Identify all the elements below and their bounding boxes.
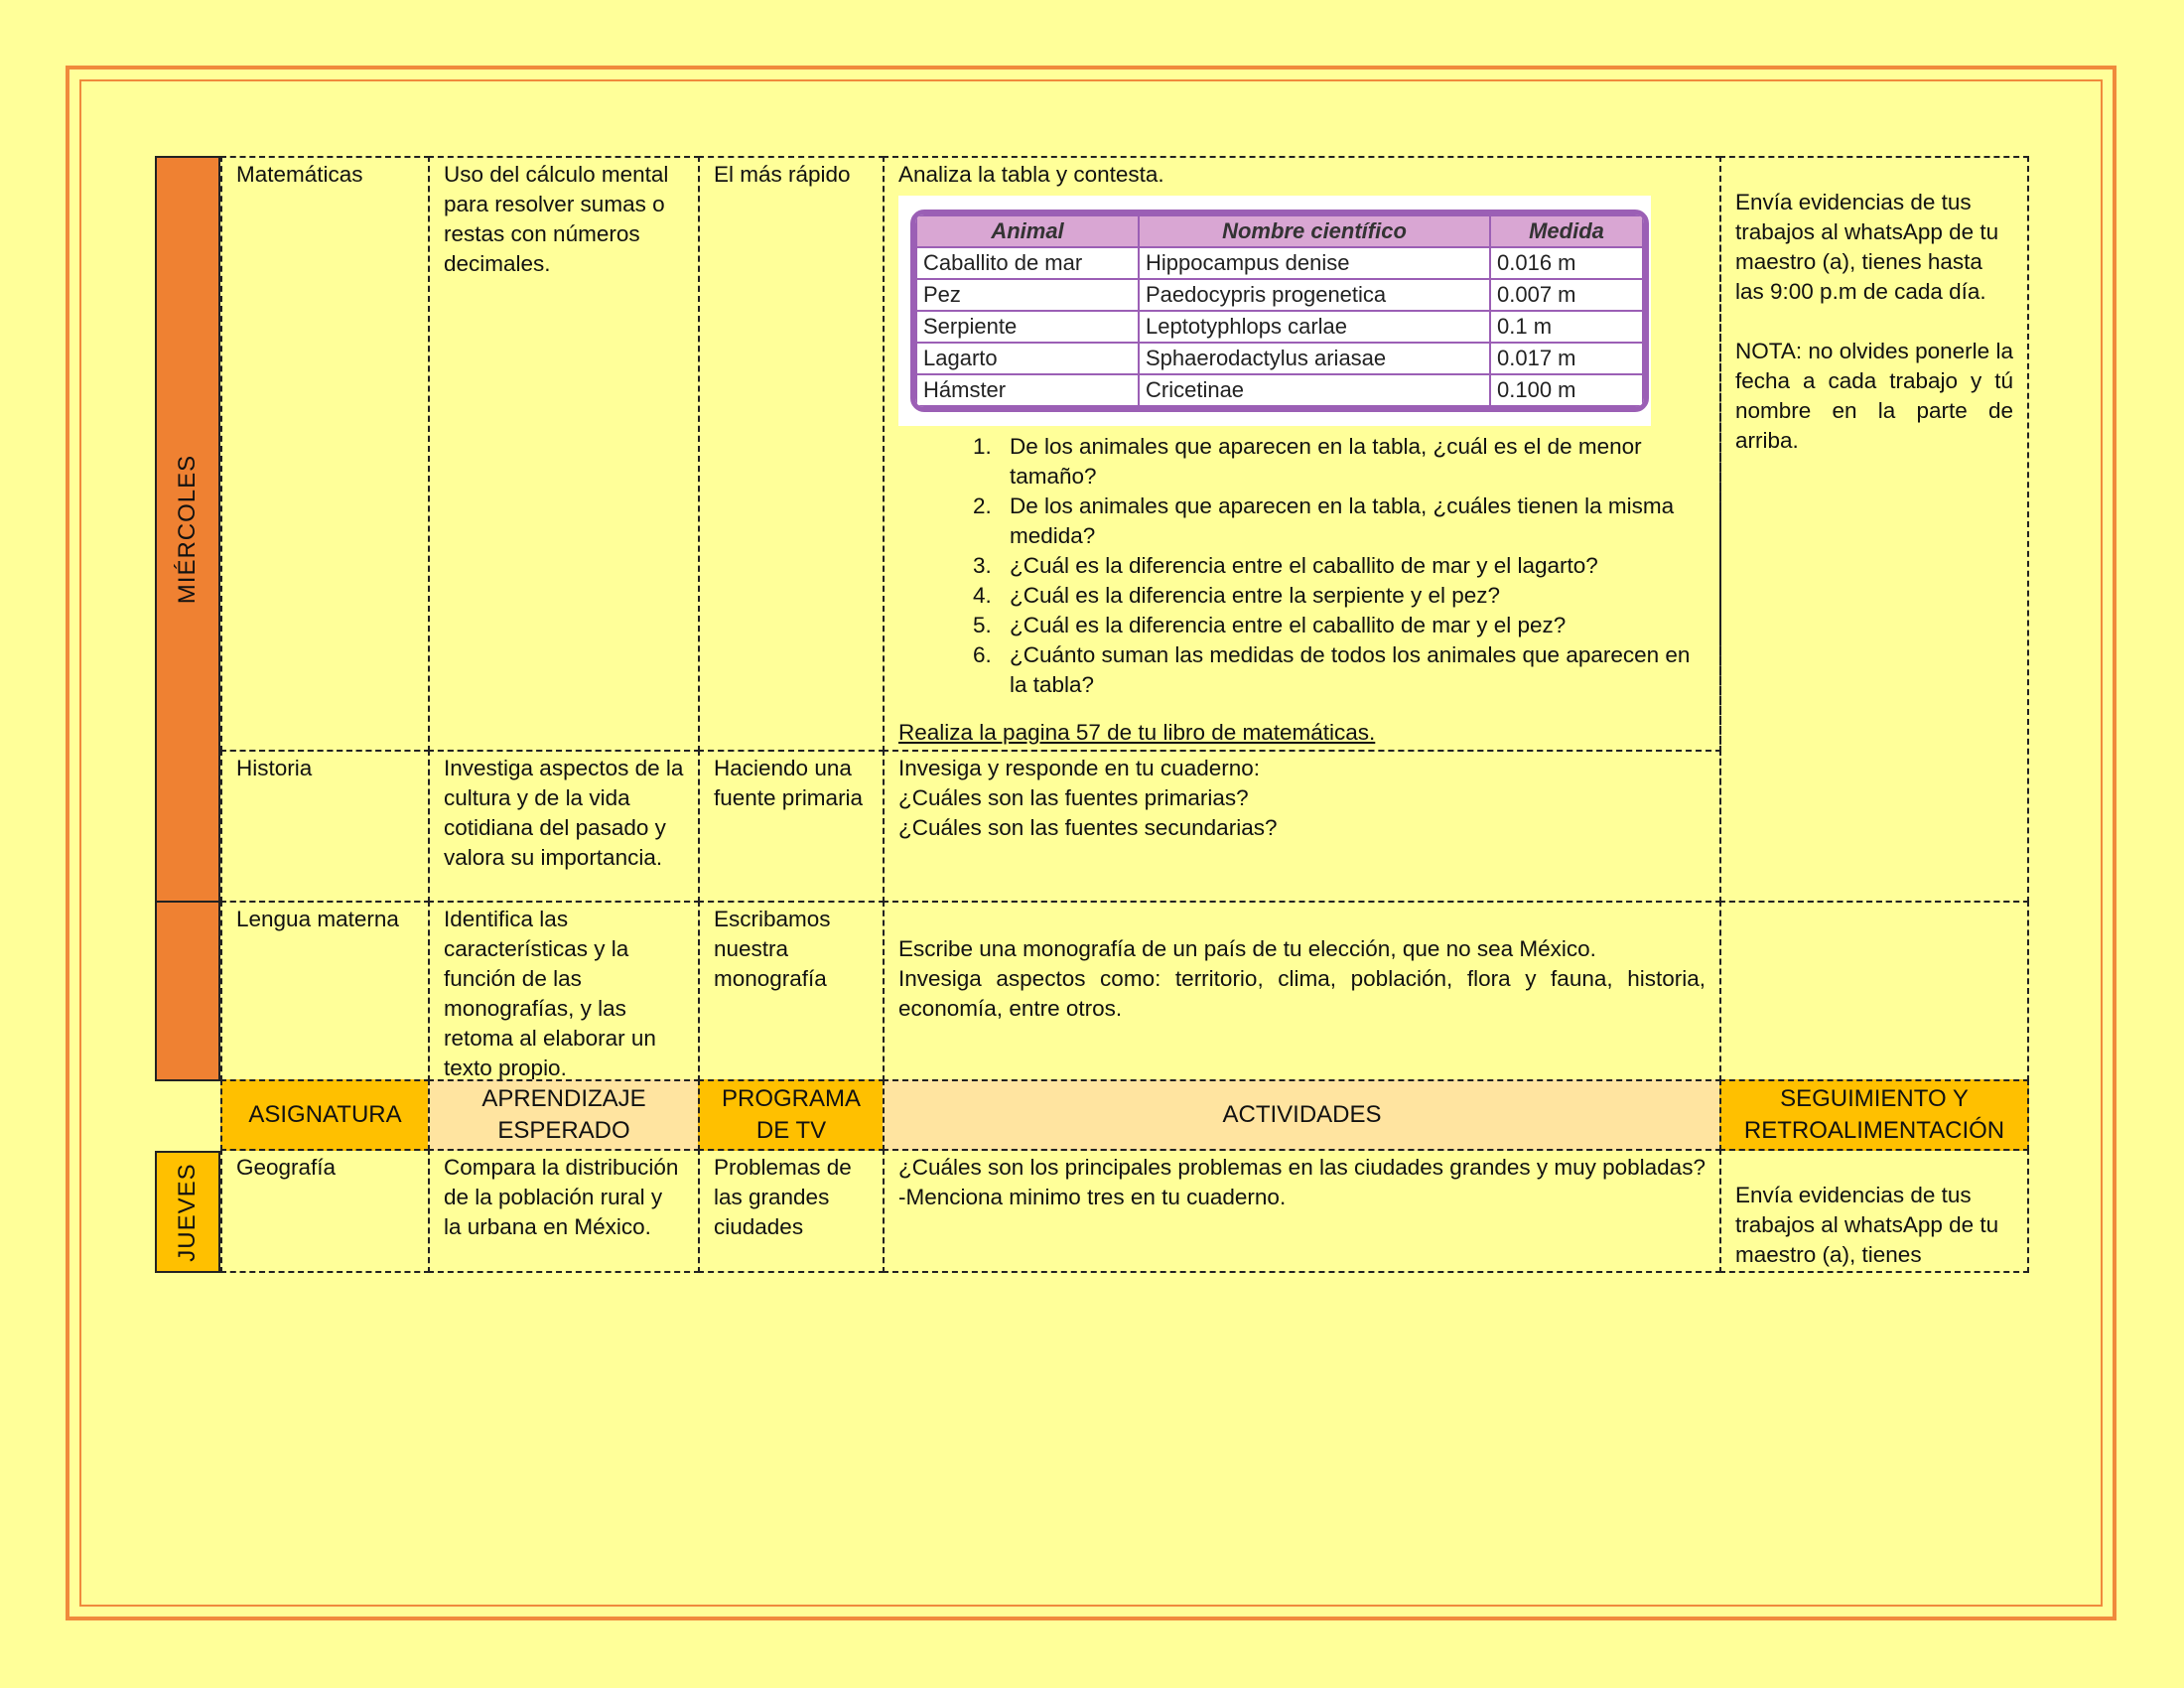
header-asignatura-text: ASIGNATURA xyxy=(248,1101,402,1128)
table-cell: Caballito de mar xyxy=(916,247,1139,279)
followup-note: NOTA: no olvides ponerle la fecha a cada trabajo y tú nombre en la parte de arriba. xyxy=(1735,339,2013,453)
day-cell-wednesday xyxy=(155,156,220,903)
geography-line1: ¿Cuáles son los principales problemas en las ciudades grandes y muy pobladas? xyxy=(898,1155,1706,1180)
math-learning xyxy=(428,156,700,752)
table-cell: 0.007 m xyxy=(1490,279,1643,311)
history-subject xyxy=(220,750,430,903)
history-subject-text: Historia xyxy=(236,756,313,780)
math-learning-text: Uso del cálculo mental para resolver sumas o restas con números decimales. xyxy=(444,162,669,276)
language-subject-text: Lengua materna xyxy=(236,907,399,931)
day-label-thursday: JUEVES xyxy=(174,1162,201,1262)
math-subject-text: Matemáticas xyxy=(236,162,363,187)
table-cell: 0.017 m xyxy=(1490,343,1643,374)
math-subject xyxy=(220,156,430,752)
geography-learning xyxy=(428,1149,700,1273)
geography-line2: -Menciona minimo tres en tu cuaderno. xyxy=(898,1185,1287,1209)
followup-wednesday xyxy=(1719,156,2029,903)
table-cell: Lagarto xyxy=(916,343,1139,374)
animal-measure-table-image xyxy=(898,196,1651,426)
table-row xyxy=(916,311,1643,343)
table-header-scientific-name: Nombre científico xyxy=(1139,215,1490,247)
table-row xyxy=(916,343,1643,374)
language-line1: Escribe una monografía de un país de tu elección, que no sea México. xyxy=(898,936,1596,961)
math-page-note: Realiza la pagina 57 de tu libro de matemáticas. xyxy=(898,720,1376,745)
language-program xyxy=(698,901,885,1081)
history-learning-text: Investiga aspectos de la cultura y de la vida cotidiana del pasado y valora su importancia. xyxy=(444,756,684,870)
table-cell: 0.016 m xyxy=(1490,247,1643,279)
table-row xyxy=(916,374,1643,406)
geography-learning-text: Compara la distribución de la población rural y la urbana en México. xyxy=(444,1155,679,1239)
table-cell: Leptotyphlops carlae xyxy=(1139,311,1490,343)
header-programa xyxy=(698,1079,885,1151)
table-cell: Hámster xyxy=(916,374,1139,406)
table-cell: 0.100 m xyxy=(1490,374,1643,406)
list-item: 1. De los animales que aparecen en la tabla, ¿cuál es el de menor tamaño? xyxy=(998,432,1704,492)
language-program-text: Escribamos nuestra monografía xyxy=(714,907,831,991)
history-line: ¿Cuáles son las fuentes secundarias? xyxy=(898,815,1278,840)
table-header-measure: Medida xyxy=(1490,215,1643,247)
followup-thursday-text: Envía evidencias de tus trabajos al whatsApp de tu maestro (a), tienes xyxy=(1735,1183,1999,1267)
geography-program-text: Problemas de las grandes ciudades xyxy=(714,1155,852,1239)
followup-thursday xyxy=(1719,1149,2029,1273)
table-cell: Hippocampus denise xyxy=(1139,247,1490,279)
list-item: 2. De los animales que aparecen en la tabla, ¿cuáles tienen la misma medida? xyxy=(998,492,1704,551)
list-item: 3. ¿Cuál es la diferencia entre el caballito de mar y el lagarto? xyxy=(998,551,1704,581)
history-learning xyxy=(428,750,700,903)
day-label-wednesday: MIÉRCOLES xyxy=(174,454,201,605)
schedule-table xyxy=(155,156,2029,1273)
language-line2: Invesiga aspectos como: territorio, clima, población, flora y fauna, historia, economía, entre otros. xyxy=(898,966,1706,1021)
table-cell: 0.1 m xyxy=(1490,311,1643,343)
table-header-animal: Animal xyxy=(916,215,1139,247)
history-program xyxy=(698,750,885,903)
followup-language xyxy=(1719,901,2029,1081)
geography-subject-text: Geografía xyxy=(236,1155,337,1180)
header-actividades xyxy=(883,1079,1721,1151)
table-cell: Serpiente xyxy=(916,311,1139,343)
table-cell: Paedocypris progenetica xyxy=(1139,279,1490,311)
list-item: 4. ¿Cuál es la diferencia entre la serpiente y el pez? xyxy=(998,581,1704,611)
header-asignatura xyxy=(220,1079,430,1151)
list-item: 6. ¿Cuánto suman las medidas de todos los animales que aparecen en la tabla? xyxy=(998,640,1704,700)
math-intro: Analiza la tabla y contesta. xyxy=(898,162,1164,187)
history-line: ¿Cuáles son las fuentes primarias? xyxy=(898,785,1249,810)
math-activities xyxy=(883,156,1721,752)
history-line: Invesiga y responde en tu cuaderno: xyxy=(898,756,1260,780)
header-aprendizaje xyxy=(428,1079,700,1151)
day-cell-thursday xyxy=(155,1151,220,1273)
history-program-text: Haciendo una fuente primaria xyxy=(714,756,864,810)
history-activities xyxy=(883,750,1721,903)
language-activities xyxy=(883,901,1721,1081)
day-cell-wednesday-continued xyxy=(155,901,220,1081)
header-actividades-text: ACTIVIDADES xyxy=(1222,1101,1382,1128)
language-learning-text: Identifica las características y la función de las monografías, y las retoma al elaborar un texto propio. xyxy=(444,907,656,1080)
followup-text: Envía evidencias de tus trabajos al whatsApp de tu maestro (a), tienes hasta las 9:00 p.m de cada día. xyxy=(1735,190,1999,304)
table-cell: Pez xyxy=(916,279,1139,311)
math-program-text: El más rápido xyxy=(714,162,851,187)
math-program xyxy=(698,156,885,752)
math-questions-list xyxy=(898,432,1704,700)
header-aprendizaje-text: APRENDIZAJE ESPERADO xyxy=(481,1085,646,1144)
table-cell: Sphaerodactylus ariasae xyxy=(1139,343,1490,374)
header-programa-text: PROGRAMA DE TV xyxy=(721,1085,861,1144)
language-learning xyxy=(428,901,700,1081)
table-cell: Cricetinae xyxy=(1139,374,1490,406)
geography-program xyxy=(698,1149,885,1273)
geography-activities xyxy=(883,1149,1721,1273)
table-row xyxy=(916,247,1643,279)
list-item: 5. ¿Cuál es la diferencia entre el caballito de mar y el pez? xyxy=(998,611,1704,640)
header-seguimiento-text: SEGUIMIENTO Y RETROALIMENTACIÓN xyxy=(1743,1085,2005,1144)
language-subject xyxy=(220,901,430,1081)
header-seguimiento xyxy=(1719,1079,2029,1151)
animal-measure-table xyxy=(910,210,1649,412)
table-row xyxy=(916,279,1643,311)
geography-subject xyxy=(220,1149,430,1273)
